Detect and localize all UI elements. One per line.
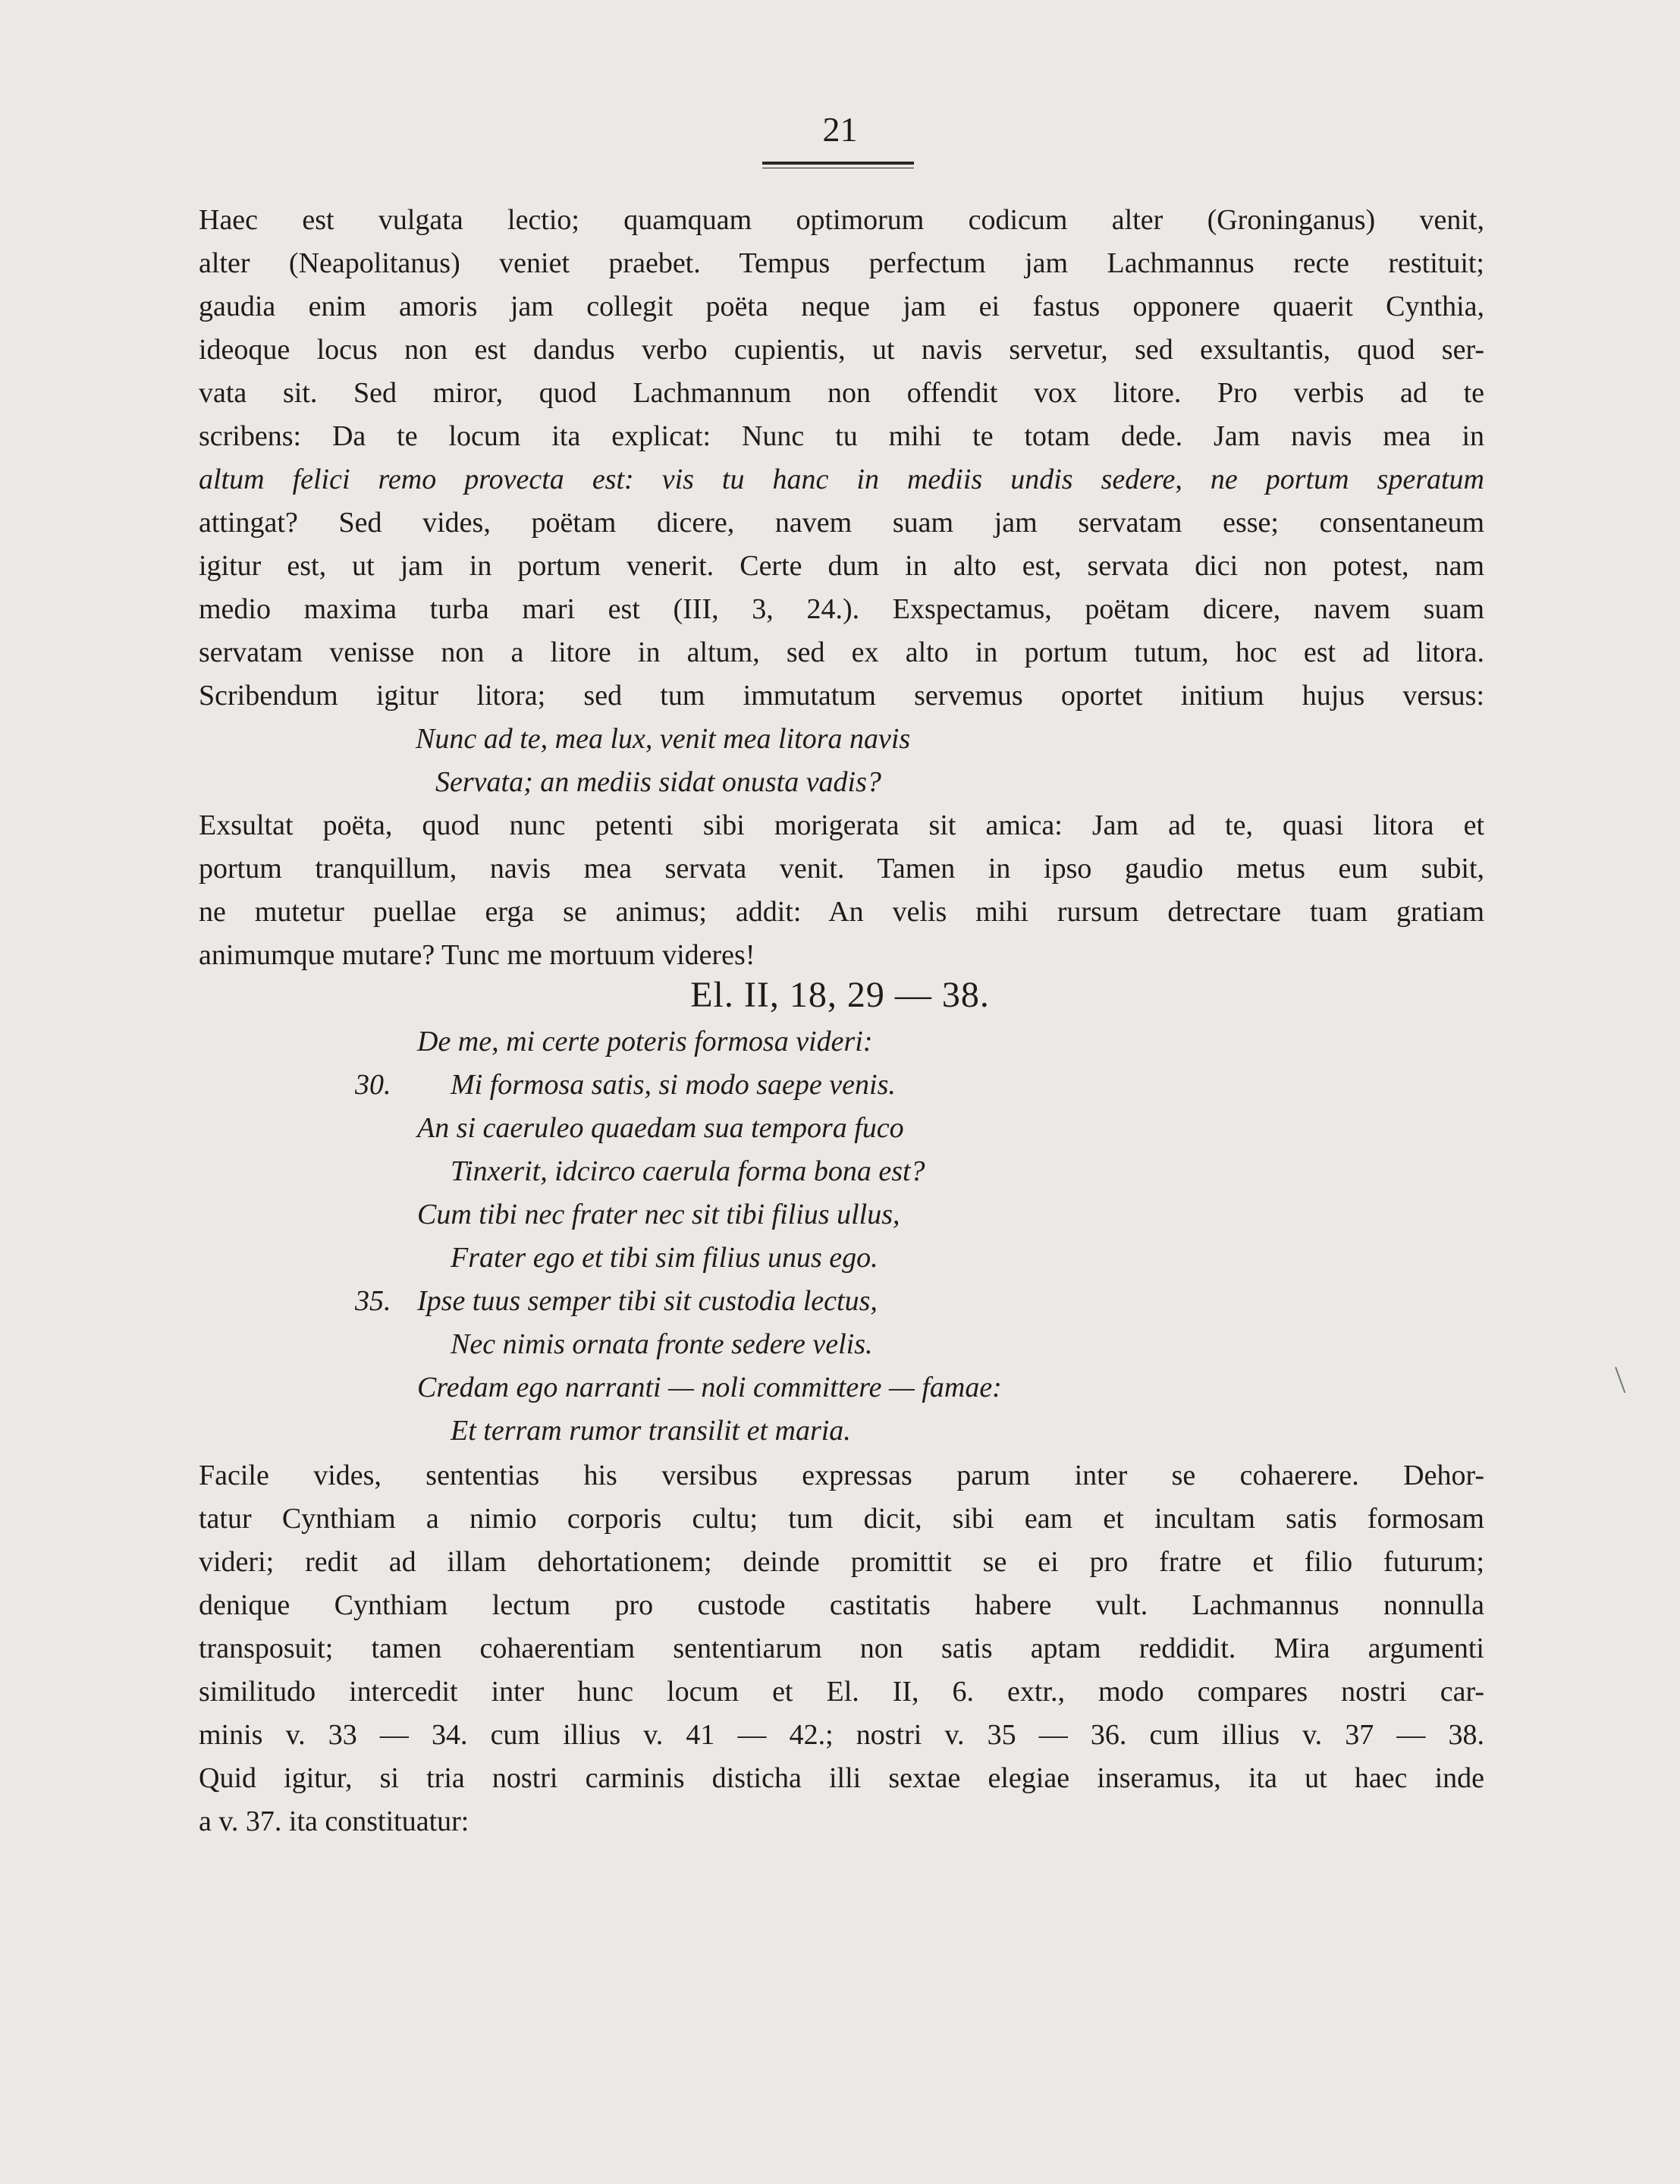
page-number-rule	[762, 162, 914, 165]
text-line: Scribendum igitur litora; sed tum immutatum servemus oportet initium hujus versus:	[199, 680, 1484, 712]
text-line: tatur Cynthiam a nimio corporis cultu; tum dicit, sibi eam et incultam satis formosam	[199, 1503, 1484, 1535]
text-line: minis v. 33 — 34. cum illius v. 41 — 42.; nostri v. 35 — 36. cum illius v. 37 — 38.	[199, 1719, 1484, 1751]
text-line: denique Cynthiam lectum pro custode castitatis habere vult. Lachmannus nonnulla	[199, 1589, 1484, 1621]
verse-text: Frater ego et tibi sim filius unus ego.	[451, 1242, 878, 1274]
paragraph-3	[199, 1454, 1484, 1843]
text-line: altum felici remo provecta est: vis tu hanc in mediis undis sedere, ne portum speratum	[199, 464, 1484, 495]
text-line: servatam venisse non a litore in altum, sed ex alto in portum tutum, hoc est ad litora.	[199, 636, 1484, 668]
text-line: animumque mutare? Tunc me mortuum videres!	[199, 939, 755, 971]
verse-line	[417, 1280, 1002, 1323]
text-line: attingat? Sed vides, poëtam dicere, navem suam jam servatam esse; consentaneum	[199, 507, 1484, 539]
verse-text: Mi formosa satis, si modo saepe venis.	[451, 1069, 896, 1101]
text-line: vata sit. Sed miror, quod Lachmannum non offendit vox litore. Pro verbis ad te	[199, 377, 1484, 409]
text-line: igitur est, ut jam in portum venerit. Certe dum in alto est, servata dici non potest, nam	[199, 550, 1484, 582]
verse-line	[417, 1323, 1002, 1366]
quote-line: Servata; an mediis sidat onusta vadis?	[435, 766, 881, 798]
verse-line	[417, 1020, 1002, 1064]
text-line: similitudo intercedit inter hunc locum et El. II, 6. extr., modo compares nostri car-	[199, 1676, 1484, 1708]
text-line: ideoque locus non est dandus verbo cupientis, ut navis servetur, sed exsultantis, quod ser-	[199, 334, 1484, 366]
text-line: a v. 37. ita constituatur:	[199, 1805, 469, 1837]
verse-number: 35.	[355, 1285, 391, 1317]
paragraph-2	[199, 804, 1484, 977]
verse-line	[417, 1366, 1002, 1409]
verse-line	[417, 1064, 1002, 1107]
verse-text: Ipse tuus semper tibi sit custodia lectus,	[417, 1285, 878, 1317]
quoted-verse	[416, 718, 910, 804]
text-line: alter (Neapolitanus) veniet praebet. Tempus perfectum jam Lachmannus recte restituit;	[199, 247, 1484, 279]
verse-text: De me, mi certe poteris formosa videri:	[417, 1026, 873, 1057]
elegy-verses	[417, 1020, 1002, 1453]
paragraph-1	[199, 199, 1484, 718]
verse-text: Credam ego narranti — noli committere — famae:	[417, 1372, 1002, 1403]
page-number: 21	[822, 110, 858, 149]
verse-line	[417, 1107, 1002, 1150]
text-line: Haec est vulgata lectio; quamquam optimorum codicum alter (Groninganus) venit,	[199, 204, 1484, 236]
verse-text: Tinxerit, idcirco caerula forma bona est?	[451, 1155, 925, 1187]
verse-line	[417, 1409, 1002, 1453]
text-line: Exsultat poëta, quod nunc petenti sibi morigerata sit amica: Jam ad te, quasi litora et	[199, 809, 1484, 841]
text-line: gaudia enim amoris jam collegit poëta neque jam ei fastus opponere quaerit Cynthia,	[199, 291, 1484, 322]
margin-pencil-mark	[1615, 1365, 1630, 1394]
text-line: scribens: Da te locum ita explicat: Nunc tu mihi te totam dede. Jam navis mea in	[199, 420, 1484, 452]
text-line: medio maxima turba mari est (III, 3, 24.). Exspectamus, poëtam dicere, navem suam	[199, 593, 1484, 625]
text-line: videri; redit ad illam dehortationem; deinde promittit se ei pro fratre et filio futurum;	[199, 1546, 1484, 1578]
text-line: Facile vides, sententias his versibus expressas parum inter se cohaerere. Dehor-	[199, 1460, 1484, 1491]
verse-text: Nec nimis ornata fronte sedere velis.	[451, 1328, 873, 1360]
text-line: Quid igitur, si tria nostri carminis disticha illi sextae elegiae inseramus, ita ut haec inde	[199, 1762, 1484, 1794]
verse-line	[417, 1193, 1002, 1237]
quote-line: Nunc ad te, mea lux, venit mea litora navis	[416, 723, 911, 755]
text-line: portum tranquillum, navis mea servata venit. Tamen in ipso gaudio metus eum subit,	[199, 853, 1484, 885]
verse-text: An si caeruleo quaedam sua tempora fuco	[417, 1112, 904, 1144]
verse-line	[417, 1237, 1002, 1280]
verse-number: 30.	[355, 1069, 391, 1101]
text-line: transposuit; tamen cohaerentiam sententiarum non satis aptam reddidit. Mira argumenti	[199, 1633, 1484, 1664]
verse-text: Et terram rumor transilit et maria.	[451, 1415, 851, 1447]
verse-line	[417, 1150, 1002, 1193]
text-line: ne mutetur puellae erga se animus; addit: An velis mihi rursum detrectare tuam gratiam	[199, 896, 1484, 928]
section-heading: El. II, 18, 29 — 38.	[690, 975, 990, 1015]
verse-text: Cum tibi nec frater nec sit tibi filius ullus,	[417, 1199, 900, 1230]
